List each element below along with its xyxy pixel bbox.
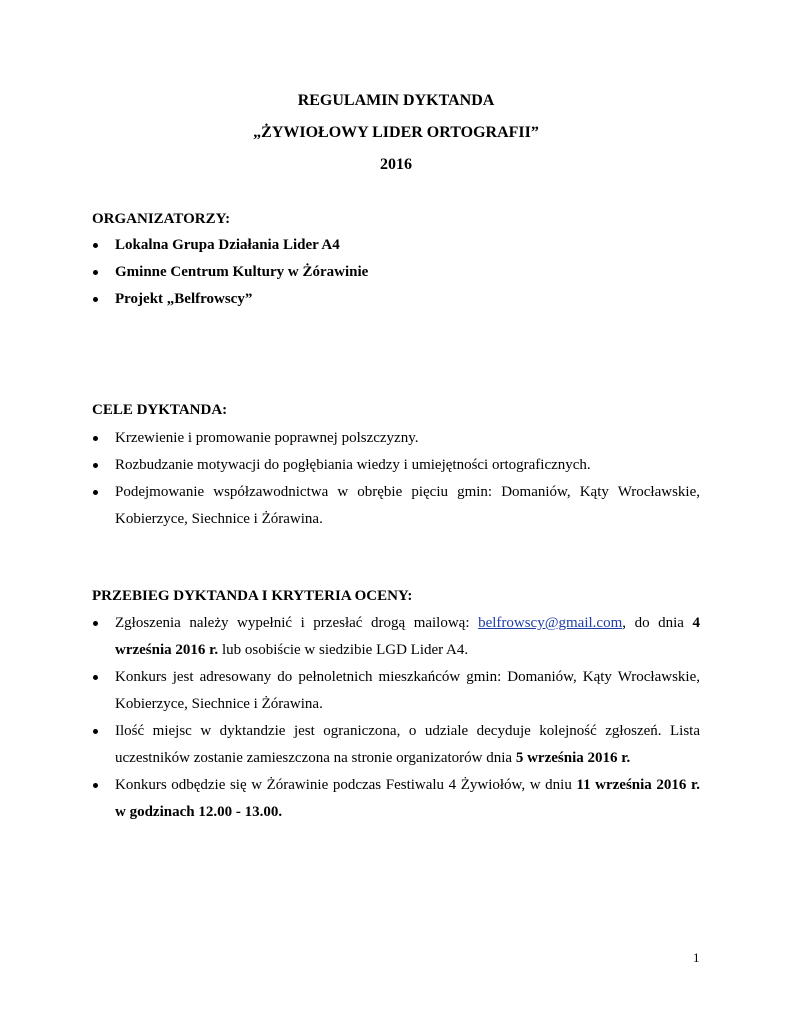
event-text: Konkurs odbędzie się w Żórawinie podczas Festiwalu 4 Żywiołów, w dniu <box>115 777 577 793</box>
document-year: 2016 <box>380 156 412 173</box>
registration-text-2: , do dnia <box>622 615 693 631</box>
document-title: REGULAMIN DYKTANDA <box>297 92 495 109</box>
list-item: Krzewienie i promowanie poprawnej polszczyzny. <box>92 425 700 452</box>
participants-list-date: 5 września 2016 r. <box>515 750 631 766</box>
list-item: Rozbudzanie motywacji do pogłębiania wiedzy i umiejętności ortograficznych. <box>92 452 700 479</box>
page-number: 1 <box>693 950 700 965</box>
list-item <box>92 718 700 772</box>
list-item: Konkurs jest adresowany do pełnoletnich mieszkańców gmin: Domaniów, Kąty Wrocławskie, Kobierzyce, Siechnice i Żórawina. <box>92 664 700 718</box>
list-item <box>92 772 700 826</box>
email-link[interactable]: belfrowscy@gmail.com <box>478 615 623 631</box>
registration-deadline: 4 września 2016 r. <box>115 615 700 658</box>
organizers-list <box>92 232 700 313</box>
list-item: Projekt „Belfrowscy” <box>92 286 700 313</box>
registration-text-3: lub osobiście w siedzibie LGD Lider A4. <box>218 642 469 658</box>
list-item: Podejmowanie współzawodnictwa w obrębie pięciu gmin: Domaniów, Kąty Wrocławskie, Kobierzyce, Siechnice i Żórawina. <box>92 479 700 533</box>
list-item: Gminne Centrum Kultury w Żórawinie <box>92 259 700 286</box>
organizers-heading: ORGANIZATORZY: <box>92 211 231 227</box>
procedure-heading: PRZEBIEG DYKTANDA I KRYTERIA OCENY: <box>92 588 413 604</box>
registration-text: Zgłoszenia należy wypełnić i przesłać drogą mailową: <box>115 615 479 631</box>
list-item <box>92 610 700 664</box>
goals-list <box>92 425 700 533</box>
goals-heading: CELE DYKTANDA: <box>92 402 228 418</box>
list-item: Lokalna Grupa Działania Lider A4 <box>92 232 700 259</box>
places-text: Ilość miejsc w dyktandzie jest ograniczona, o udziale decyduje kolejność zgłoszeń. Lista uczestników zostanie zamieszczona na stronie organizatorów dnia <box>115 723 700 766</box>
event-date-time: 11 września 2016 r. w godzinach 12.00 - 13.00. <box>115 777 700 820</box>
document-subtitle: „ŻYWIOŁOWY LIDER ORTOGRAFII” <box>253 124 539 141</box>
procedure-list <box>92 610 700 826</box>
